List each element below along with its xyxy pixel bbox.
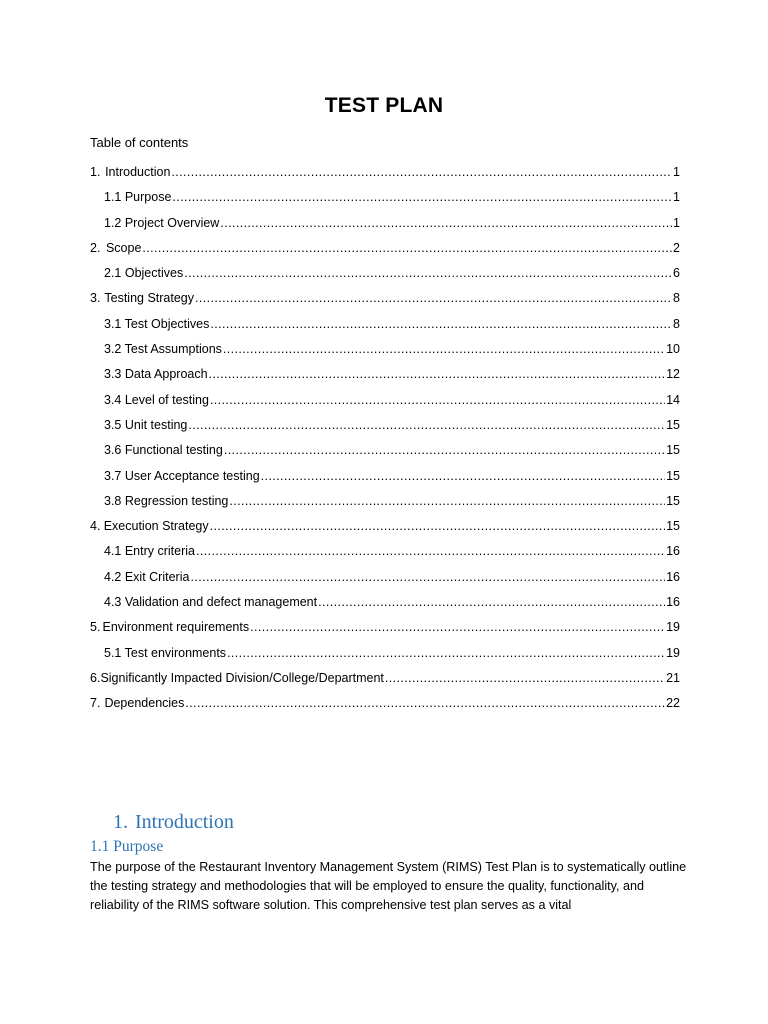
toc-entry[interactable] [90, 592, 680, 617]
toc-entry-text: 4.3 Validation and defect management [104, 595, 318, 610]
toc-dot-leader [142, 238, 672, 258]
toc-dot-leader [190, 567, 665, 587]
document-title: TEST PLAN [324, 94, 444, 117]
toc-dot-leader [224, 440, 665, 460]
toc-entry-page-number: 12 [666, 367, 680, 382]
toc-entry-text: Dependencies [104, 696, 185, 711]
toc-entry-number: 6. [90, 670, 101, 685]
toc-entry[interactable] [90, 491, 680, 516]
toc-entry-text: 3.1 Test Objectives [104, 316, 210, 331]
toc-dot-leader [185, 693, 665, 713]
toc-entry[interactable] [90, 339, 680, 364]
toc-dot-leader [220, 213, 672, 233]
toc-entry[interactable] [90, 288, 680, 313]
section-heading-introduction [113, 811, 234, 834]
toc-entry-text: 3.2 Test Assumptions [104, 342, 222, 357]
toc-entry-text: 4.2 Exit Criteria [104, 569, 190, 584]
toc-entry[interactable] [90, 213, 680, 238]
toc-entry[interactable] [90, 567, 680, 592]
toc-entry-page-number: 16 [666, 595, 680, 610]
toc-dot-leader [184, 263, 672, 283]
section-number: 1. [113, 811, 128, 833]
toc-entry-text: 3.8 Regression testing [104, 493, 229, 508]
toc-dot-leader [195, 288, 672, 308]
toc-entry[interactable] [90, 364, 680, 389]
toc-entry[interactable] [90, 643, 680, 668]
toc-entry-text: 5.1 Test environments [104, 645, 227, 660]
toc-dot-leader [196, 541, 665, 561]
toc-entry-text: 3.7 User Acceptance testing [104, 468, 260, 483]
toc-entry-page-number: 15 [666, 417, 680, 432]
toc-entry-text: 3.6 Functional testing [104, 443, 223, 458]
toc-entry-text: Introduction [105, 165, 171, 179]
toc-entry[interactable] [90, 162, 680, 187]
toc-entry-number: 4. [90, 519, 101, 534]
toc-entry-page-number: 10 [666, 342, 680, 357]
purpose-paragraph: The purpose of the Restaurant Inventory Management System (RIMS) Test Plan is to systematically outline the testing strategy and methodologies that will be employed to ensure the quality, functionality, and reliability of the RIMS software solution. This comprehensive test plan serves as a vital [90, 860, 687, 912]
toc-entry-page-number: 15 [666, 519, 680, 534]
toc-dot-leader [227, 643, 665, 663]
toc-dot-leader [209, 364, 666, 384]
toc-entry-text: 1.2 Project Overview [104, 215, 220, 230]
toc-dot-leader [210, 390, 665, 410]
toc-entry[interactable] [90, 314, 680, 339]
toc-dot-leader [223, 339, 665, 359]
toc-entry[interactable] [90, 693, 680, 718]
toc-entry-page-number: 1 [673, 165, 680, 179]
toc-entry-text: 3.5 Unit testing [104, 417, 188, 432]
toc-entry-text: Testing Strategy [104, 291, 195, 306]
toc-entry-number: 1. [90, 165, 101, 179]
toc-entry-page-number: 19 [666, 620, 680, 635]
toc-dot-leader [261, 466, 665, 486]
toc-dot-leader [171, 162, 672, 182]
toc-entry[interactable] [90, 390, 680, 415]
toc-entry-page-number: 16 [666, 544, 680, 559]
toc-entry-page-number: 19 [666, 645, 680, 660]
toc-entry[interactable] [90, 541, 680, 566]
section-title: Introduction [135, 811, 234, 833]
toc-entry-page-number: 8 [673, 316, 680, 331]
toc-entry-text: Significantly Impacted Division/College/Department [100, 670, 384, 685]
toc-dot-leader [229, 491, 665, 511]
toc-entry-text: 2.1 Objectives [104, 266, 184, 281]
toc-entry-page-number: 14 [666, 392, 680, 407]
toc-heading: Table of contents [90, 135, 189, 150]
toc-entry-page-number: 16 [666, 569, 680, 584]
toc-dot-leader [210, 516, 665, 536]
toc-entry[interactable] [90, 617, 680, 642]
toc-entry-page-number: 6 [673, 266, 680, 281]
toc-entry-text: Environment requirements [102, 620, 250, 635]
toc-entry-page-number: 15 [666, 443, 680, 458]
toc-dot-leader [385, 668, 665, 688]
toc-entry-page-number: 15 [666, 493, 680, 508]
toc-entry-number: 5. [90, 620, 101, 635]
toc-entry-page-number: 2 [673, 240, 680, 255]
toc-entry-number: 2. [90, 240, 101, 255]
toc-entry-page-number: 21 [666, 670, 680, 685]
toc-entry-page-number: 8 [673, 291, 680, 306]
toc-entry-text: Execution Strategy [103, 519, 209, 534]
toc-entry-text: 4.1 Entry criteria [104, 544, 196, 559]
toc-entry-text: Scope [105, 240, 142, 255]
toc-entry[interactable] [90, 466, 680, 491]
toc-entry-number: 7. [90, 696, 101, 711]
toc-entry-page-number: 15 [666, 468, 680, 483]
toc-entry-text: 3.4 Level of testing [104, 392, 209, 407]
toc-entry[interactable] [90, 187, 680, 212]
toc-entry-text: 3.3 Data Approach [104, 367, 208, 382]
toc-entry-text: 1.1 Purpose [104, 190, 172, 205]
toc-entry[interactable] [90, 668, 680, 693]
toc-entry[interactable] [90, 516, 680, 541]
toc-entry-page-number: 1 [673, 215, 680, 230]
toc-entry-page-number: 1 [673, 190, 680, 205]
toc-dot-leader [318, 592, 665, 612]
toc-entry[interactable] [90, 238, 680, 263]
toc-entry[interactable] [90, 440, 680, 465]
toc-entry-page-number: 22 [666, 696, 680, 711]
toc-dot-leader [172, 187, 672, 207]
toc-entry[interactable] [90, 415, 680, 440]
toc-dot-leader [210, 314, 672, 334]
table-of-contents [90, 162, 680, 719]
toc-dot-leader [250, 617, 665, 637]
subsection-heading-purpose: 1.1 Purpose [90, 838, 164, 855]
toc-dot-leader [188, 415, 665, 435]
toc-entry-number: 3. [90, 291, 101, 306]
toc-entry[interactable] [90, 263, 680, 288]
